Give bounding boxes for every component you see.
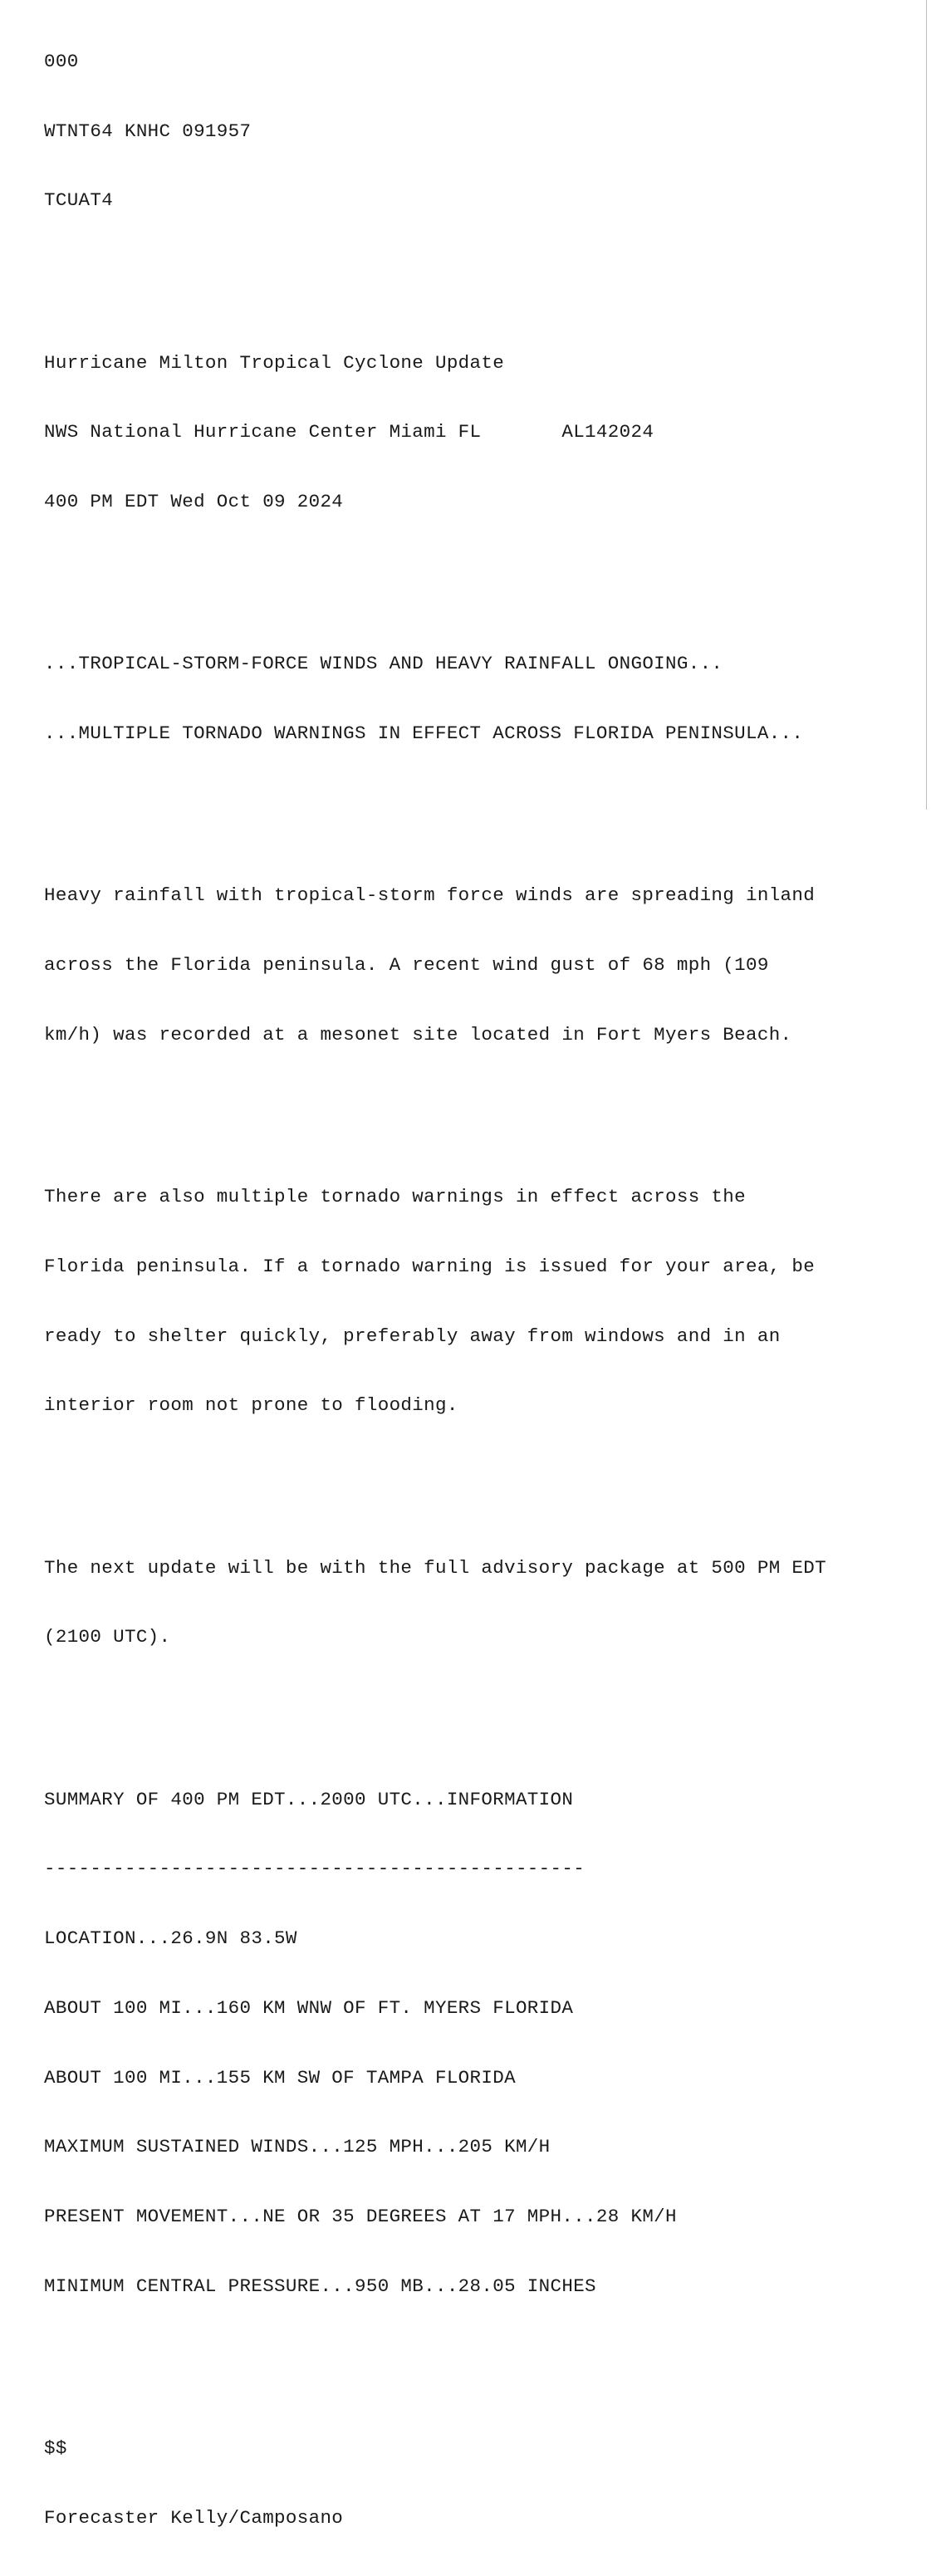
paragraph-line: interior room not prone to flooding. xyxy=(44,1394,458,1417)
product-title: Hurricane Milton Tropical Cyclone Update xyxy=(44,351,505,374)
summary-line: MAXIMUM SUSTAINED WINDS...125 MPH...205 KM/H xyxy=(44,2136,551,2158)
advisory-text xyxy=(44,4,826,2576)
paragraph-line: Heavy rainfall with tropical-storm force winds are spreading inland xyxy=(44,884,816,907)
paragraph-line: ready to shelter quickly, preferably away from windows and in an xyxy=(44,1325,781,1347)
summary-line: ABOUT 100 MI...160 KM WNW OF FT. MYERS FLORIDA xyxy=(44,1996,574,2019)
issuing-office: NWS National Hurricane Center Miami FL AL142024 xyxy=(44,421,654,443)
header-line: 000 xyxy=(44,50,79,72)
summary-line: ABOUT 100 MI...155 KM SW OF TAMPA FLORIDA xyxy=(44,2066,516,2089)
paragraph-line: There are also multiple tornado warnings in effect across the xyxy=(44,1186,746,1208)
blank-line xyxy=(44,1094,826,1117)
forecaster-credit: Forecaster Kelly/Camposano xyxy=(44,2506,344,2529)
headline: ...TROPICAL-STORM-FORCE WINDS AND HEAVY RAINFALL ONGOING... xyxy=(44,653,723,675)
paragraph-line: across the Florida peninsula. A recent wind gust of 68 mph (109 xyxy=(44,954,769,977)
blank-line xyxy=(44,259,826,282)
summary-heading: SUMMARY OF 400 PM EDT...2000 UTC...INFORMATION xyxy=(44,1788,574,1810)
summary-line: MINIMUM CENTRAL PRESSURE...950 MB...28.05 INCHES xyxy=(44,2275,596,2297)
summary-line: LOCATION...26.9N 83.5W xyxy=(44,1927,297,1950)
blank-line xyxy=(44,561,826,584)
paragraph-line: (2100 UTC). xyxy=(44,1626,171,1648)
issue-time: 400 PM EDT Wed Oct 09 2024 xyxy=(44,491,344,513)
awips-id: TCUAT4 xyxy=(44,189,114,212)
summary-rule: ----------------------------------------------- xyxy=(44,1858,586,1880)
paragraph-line: km/h) was recorded at a mesonet site located in Fort Myers Beach. xyxy=(44,1023,792,1046)
headline: ...MULTIPLE TORNADO WARNINGS IN EFFECT ACROSS FLORIDA PENINSULA... xyxy=(44,722,804,745)
paragraph-line: The next update will be with the full advisory package at 500 PM EDT xyxy=(44,1556,826,1579)
blank-line xyxy=(44,792,826,815)
terminator: $$ xyxy=(44,2437,67,2460)
blank-line xyxy=(44,1464,826,1487)
blank-line xyxy=(44,2344,826,2368)
summary-line: PRESENT MOVEMENT...NE OR 35 DEGREES AT 17 MPH...28 KM/H xyxy=(44,2206,677,2227)
wmo-header: WTNT64 KNHC 091957 xyxy=(44,120,252,142)
blank-line xyxy=(44,1696,826,1719)
paragraph-line: Florida peninsula. If a tornado warning is issued for your area, be xyxy=(44,1255,816,1277)
